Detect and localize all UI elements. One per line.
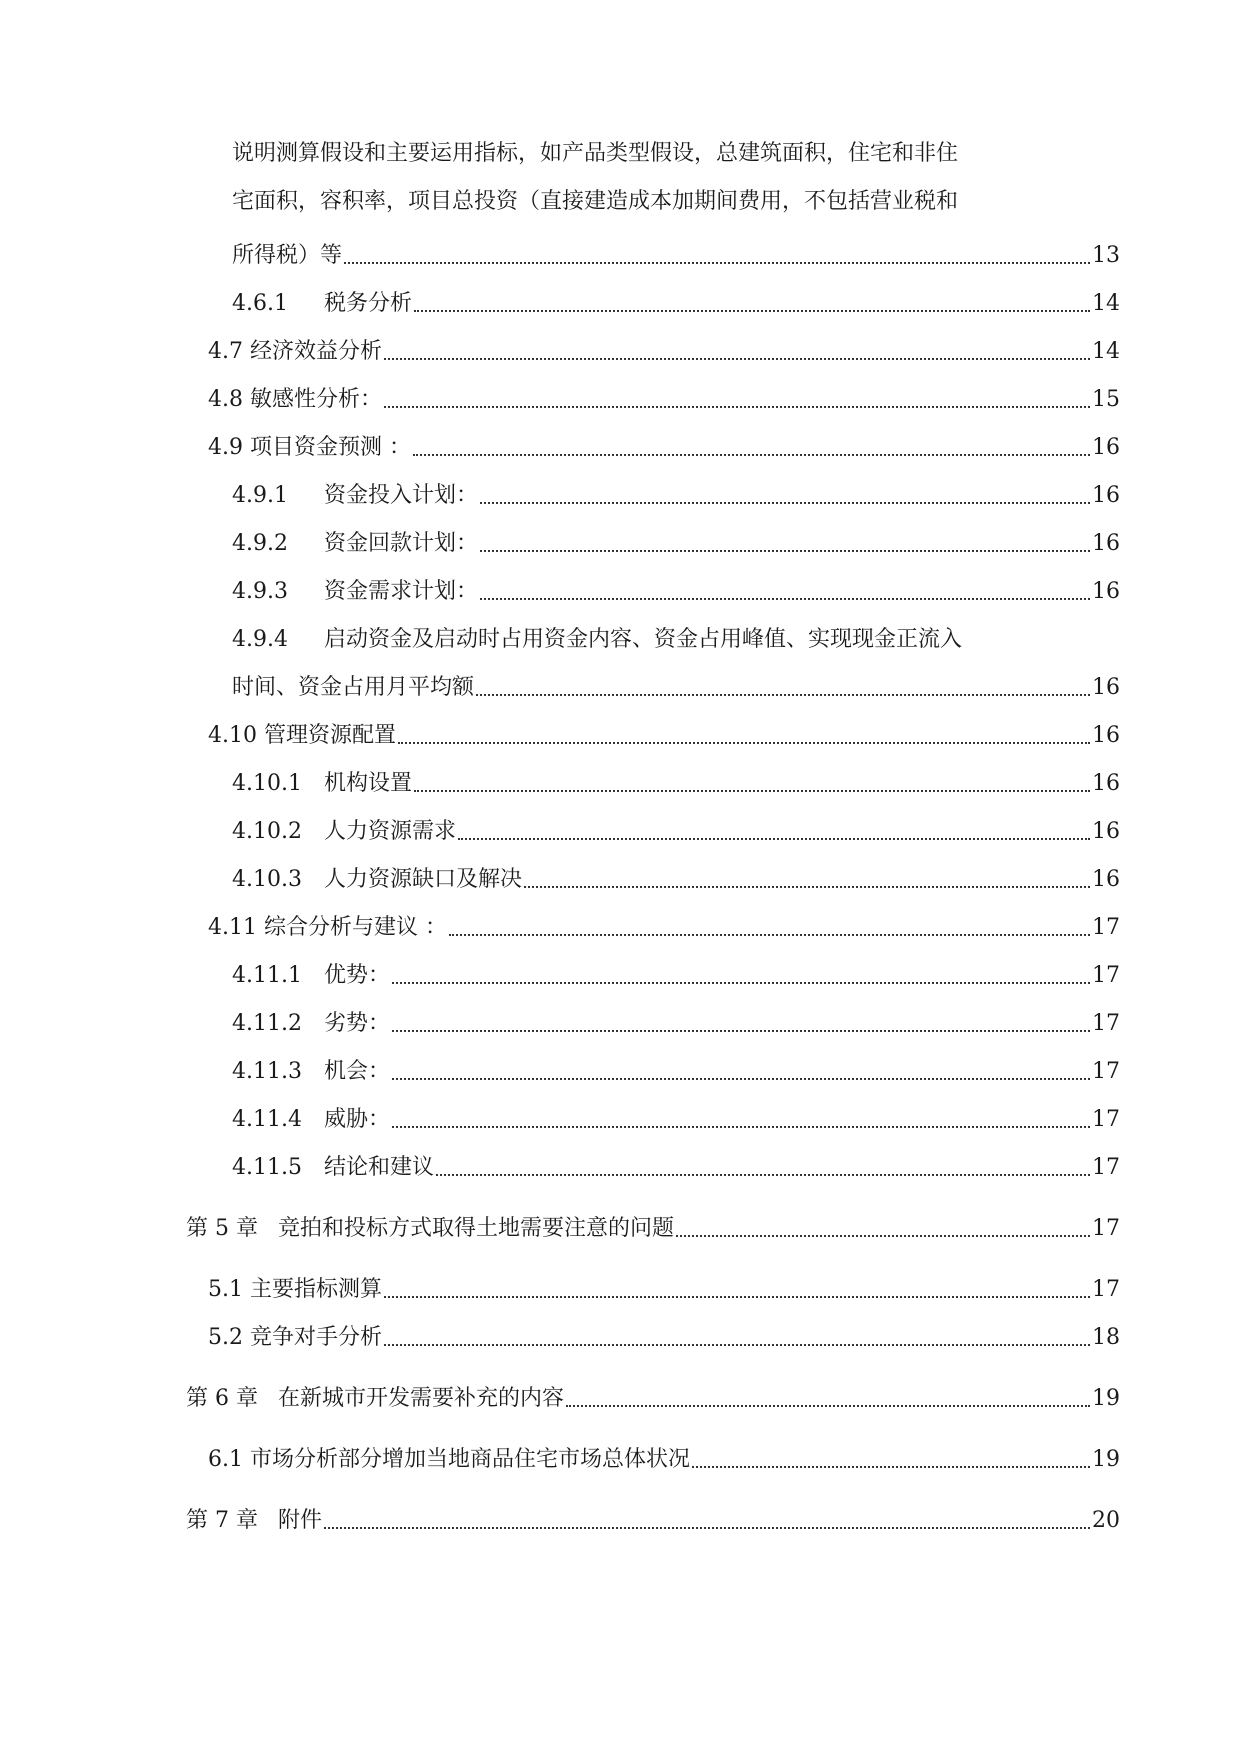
toc-entry-number: 4.9.4: [232, 627, 288, 652]
toc-dot-leader: [692, 1465, 1090, 1468]
toc-entry-number: 4.8: [208, 387, 243, 412]
toc-entry-title: 时间、资金占用月平均额: [232, 675, 475, 700]
toc-chapter-entry[interactable]: [186, 1379, 1120, 1413]
toc-entry-page: 17: [1092, 1277, 1120, 1302]
toc-entry[interactable]: [208, 428, 1120, 462]
toc-entry-page: 16: [1092, 435, 1120, 460]
toc-entry[interactable]: [232, 476, 1120, 510]
toc-entry-number: 4.6.1: [232, 291, 288, 316]
toc-entry[interactable]: [232, 860, 1120, 894]
toc-entry-page: 18: [1092, 1325, 1120, 1350]
toc-entry[interactable]: [232, 668, 1120, 702]
toc-entry[interactable]: [208, 716, 1120, 750]
toc-entry-page: 16: [1092, 579, 1120, 604]
toc-dot-leader: [480, 597, 1090, 600]
toc-continuation-line-1: 说明测算假设和主要运用指标，如产品类型假设，总建筑面积，住宅和非住: [232, 141, 959, 166]
toc-entry-title: 敏感性分析：: [250, 387, 383, 412]
toc-entry-page: 17: [1092, 1216, 1120, 1241]
toc-entry-page: 16: [1092, 819, 1120, 844]
toc-entry-title: 人力资源缺口及解决: [324, 867, 523, 892]
toc-entry-page: 19: [1092, 1447, 1120, 1472]
toc-entry[interactable]: [232, 524, 1120, 558]
toc-entry-page: 16: [1092, 483, 1120, 508]
toc-entry-number: 4.11.1: [232, 963, 302, 988]
toc-entry-title: 主要指标测算: [250, 1277, 383, 1302]
toc-entry-title: 启动资金及启动时占用资金内容、资金占用峰值、实现现金正流入: [324, 627, 963, 652]
toc-entry[interactable]: [232, 1052, 1120, 1086]
toc-entry-number: 4.10.1: [232, 771, 302, 796]
toc-entry-number: 4.7: [208, 339, 243, 364]
toc-entry-number: 4.11.4: [232, 1107, 302, 1132]
toc-entry[interactable]: [232, 572, 1120, 606]
toc-dot-leader: [458, 837, 1090, 840]
toc-entry-title: 综合分析与建议 ：: [264, 915, 447, 940]
toc-entry-page: 17: [1092, 1011, 1120, 1036]
toc-entry-title: 竞拍和投标方式取得土地需要注意的问题: [278, 1216, 675, 1241]
toc-entry-title: 经济效益分析: [250, 339, 383, 364]
toc-entry-number: 4.11: [208, 915, 257, 940]
toc-dot-leader: [392, 1077, 1090, 1080]
toc-entry-page: 17: [1092, 1107, 1120, 1132]
toc-entry[interactable]: [208, 1270, 1120, 1304]
toc-entry-number: 4.10.3: [232, 867, 302, 892]
toc-entry[interactable]: [232, 812, 1120, 846]
toc-entry-title: 附件: [278, 1508, 323, 1533]
toc-dot-leader: [413, 453, 1090, 456]
toc-dot-leader: [676, 1234, 1090, 1237]
toc-entry[interactable]: [208, 332, 1120, 366]
toc-entry[interactable]: [232, 1004, 1120, 1038]
toc-entry-page: 16: [1092, 771, 1120, 796]
toc-entry[interactable]: [232, 956, 1120, 990]
toc-entry-page: 20: [1092, 1508, 1120, 1533]
toc-entry-page: 13: [1092, 243, 1120, 268]
toc-entry-page: 14: [1092, 291, 1120, 316]
toc-dot-leader: [449, 933, 1090, 936]
toc-entry-number: 5.2: [208, 1325, 243, 1350]
toc-entry-page: 16: [1092, 723, 1120, 748]
toc-entry-title: 结论和建议: [324, 1155, 435, 1180]
toc-entry[interactable]: [208, 380, 1120, 414]
toc-dot-leader: [566, 1404, 1090, 1407]
toc-dot-leader: [324, 1526, 1090, 1529]
toc-dot-leader: [384, 405, 1090, 408]
toc-entry[interactable]: [232, 284, 1120, 318]
toc-entry[interactable]: [208, 1440, 1120, 1474]
toc-entry-page: 16: [1092, 675, 1120, 700]
toc-entry-title: 项目资金预测 ：: [250, 435, 411, 460]
toc-dot-leader: [398, 741, 1090, 744]
toc-entry-number: 6.1: [208, 1447, 243, 1472]
toc-entry-title: 机会：: [324, 1059, 391, 1084]
toc-entry-number: 4.11.5: [232, 1155, 302, 1180]
toc-entry-page: 17: [1092, 915, 1120, 940]
toc-dot-leader: [524, 885, 1090, 888]
toc-entry-number: 第 6 章: [186, 1386, 258, 1411]
toc-entry-title: 市场分析部分增加当地商品住宅市场总体状况: [250, 1447, 691, 1472]
toc-entry-number: 4.11.2: [232, 1011, 302, 1036]
toc-entry-title: 管理资源配置: [264, 723, 397, 748]
toc-entry[interactable]: [232, 620, 1120, 654]
toc-entry-page: 17: [1092, 1059, 1120, 1084]
toc-chapter-entry[interactable]: [186, 1501, 1120, 1535]
toc-entry-title: 机构设置: [324, 771, 413, 796]
toc-entry-number: 第 7 章: [186, 1508, 258, 1533]
toc-entry-title: 优势：: [324, 963, 391, 988]
toc-dot-leader: [392, 1125, 1090, 1128]
toc-dot-leader: [384, 357, 1090, 360]
toc-entry-number: 4.10: [208, 723, 257, 748]
toc-entry-title: 所得税）等: [232, 243, 343, 268]
toc-entry[interactable]: [208, 1318, 1120, 1352]
toc-entry-page: 17: [1092, 963, 1120, 988]
toc-dot-leader: [476, 693, 1090, 696]
toc-entry-title: 税务分析: [324, 291, 413, 316]
toc-entry-title: 资金投入计划：: [324, 483, 479, 508]
toc-dot-leader: [480, 549, 1090, 552]
toc-dot-leader: [414, 789, 1090, 792]
toc-entry[interactable]: [208, 908, 1120, 942]
toc-entry-title: 在新城市开发需要补充的内容: [278, 1386, 565, 1411]
toc-dot-leader: [436, 1173, 1090, 1176]
toc-dot-leader: [480, 501, 1090, 504]
toc-entry-number: 5.1: [208, 1277, 243, 1302]
toc-entry-page: 15: [1092, 387, 1120, 412]
toc-entry-number: 4.9: [208, 435, 243, 460]
toc-entry-number: 4.9.2: [232, 531, 288, 556]
toc-entry-number: 4.11.3: [232, 1059, 302, 1084]
toc-entry[interactable]: [232, 236, 1120, 270]
toc-continuation-line-2: 宅面积，容积率，项目总投资（直接建造成本加期间费用，不包括营业税和: [232, 189, 959, 214]
toc-entry-number: 4.9.1: [232, 483, 288, 508]
toc-entry-title: 人力资源需求: [324, 819, 457, 844]
toc-entry-title: 资金回款计划：: [324, 531, 479, 556]
toc-entry[interactable]: [232, 764, 1120, 798]
toc-dot-leader: [392, 981, 1090, 984]
toc-chapter-entry[interactable]: [186, 1209, 1120, 1243]
toc-entry-page: 19: [1092, 1386, 1120, 1411]
toc-entry[interactable]: [232, 1148, 1120, 1182]
toc-entry[interactable]: [232, 1100, 1120, 1134]
toc-dot-leader: [414, 309, 1090, 312]
toc-dot-leader: [384, 1295, 1090, 1298]
toc-entry-page: 14: [1092, 339, 1120, 364]
toc-entry-number: 4.9.3: [232, 579, 288, 604]
toc-dot-leader: [344, 261, 1090, 264]
toc-entry-title: 竞争对手分析: [250, 1325, 383, 1350]
toc-entry-title: 资金需求计划：: [324, 579, 479, 604]
toc-entry-page: 16: [1092, 531, 1120, 556]
toc-dot-leader: [384, 1343, 1090, 1346]
toc-entry-page: 17: [1092, 1155, 1120, 1180]
toc-entry-number: 第 5 章: [186, 1216, 258, 1241]
toc-entry-title: 劣势：: [324, 1011, 391, 1036]
toc-entry-title: 威胁：: [324, 1107, 391, 1132]
toc-entry-page: 16: [1092, 867, 1120, 892]
toc-dot-leader: [392, 1029, 1090, 1032]
toc-entry-number: 4.10.2: [232, 819, 302, 844]
